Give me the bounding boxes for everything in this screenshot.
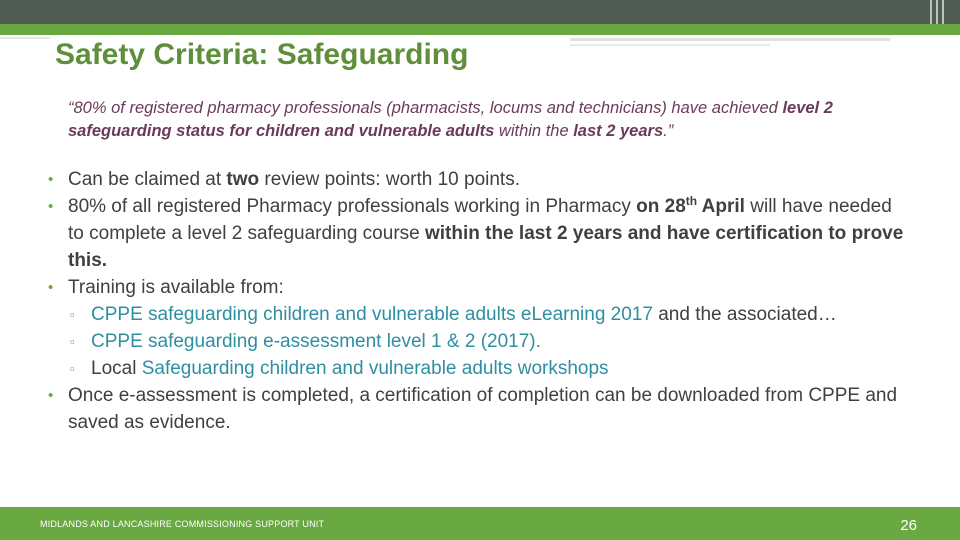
decorative-line [570, 44, 770, 46]
sub-bullet-eassessment [48, 328, 908, 355]
bullet-bold: within the last 2 years and have certification to prove this. [68, 223, 904, 271]
square-bullet-icon: ▫ [70, 334, 75, 349]
header-divider [942, 0, 944, 24]
bullet-training [48, 274, 908, 301]
bullet-text: review points: worth 10 points. [259, 169, 520, 190]
footer-organisation: MIDLANDS AND LANCASHIRE COMMISSIONING SUPPORT UNIT [40, 519, 325, 529]
target-quote [68, 97, 868, 143]
bullet-icon: • [48, 279, 54, 296]
header-dark-band [0, 0, 960, 24]
bullet-text: Training is available from: [68, 277, 284, 298]
bullet-bold: two [226, 169, 260, 190]
slide-number: 26 [900, 517, 917, 534]
footer-band [0, 507, 960, 540]
bullet-text: will have needed to complete a level 2 safeguarding course [68, 196, 892, 244]
eassessment-link[interactable]: CPPE safeguarding e-assessment level 1 & 2 (2017). [91, 331, 541, 352]
bullet-list [48, 166, 908, 436]
decorative-line [0, 37, 50, 39]
quote-mid: within the [494, 122, 574, 140]
bullet-date [636, 196, 745, 217]
header-green-band [0, 24, 960, 35]
header-divider [936, 0, 938, 24]
bullet-text: Local [91, 358, 142, 379]
quote-bold-years: last 2 years [573, 122, 664, 140]
bullet-text: 80% of all registered Pharmacy professionals working in Pharmacy [68, 196, 637, 217]
bullet-claim-points [48, 166, 908, 193]
bullet-icon: • [48, 387, 54, 404]
bullet-text: and the associated… [652, 304, 837, 325]
sub-bullet-workshops [48, 355, 908, 382]
quote-close: .” [663, 122, 674, 140]
bullet-icon: • [48, 171, 54, 188]
bullet-eighty-percent [48, 193, 908, 274]
date-month: April [697, 196, 745, 217]
square-bullet-icon: ▫ [70, 307, 75, 322]
quote-bold-status: level 2 safeguarding status for children and vulnerable adults [68, 99, 833, 140]
elearning-link[interactable]: CPPE safeguarding children and vulnerable adults eLearning 2017 [91, 304, 653, 325]
header-divider [930, 0, 932, 24]
date-suffix: th [685, 194, 698, 208]
bullet-text: Can be claimed at [68, 169, 227, 190]
decorative-line [570, 38, 890, 41]
sub-bullet-elearning [48, 301, 908, 328]
bullet-icon: • [48, 198, 54, 215]
quote-open: “80% of registered pharmacy professionals (pharmacists, locums and technicians) have achieved [68, 99, 783, 117]
workshops-link[interactable]: Safeguarding children and vulnerable adults workshops [141, 358, 609, 379]
date-day: on 28 [636, 196, 686, 217]
bullet-text: Once e-assessment is completed, a certification of completion can be downloaded from CPPE and saved as evidence. [68, 385, 898, 433]
slide-title: Safety Criteria: Safeguarding [55, 38, 469, 71]
bullet-certification [48, 382, 908, 436]
square-bullet-icon: ▫ [70, 361, 75, 376]
